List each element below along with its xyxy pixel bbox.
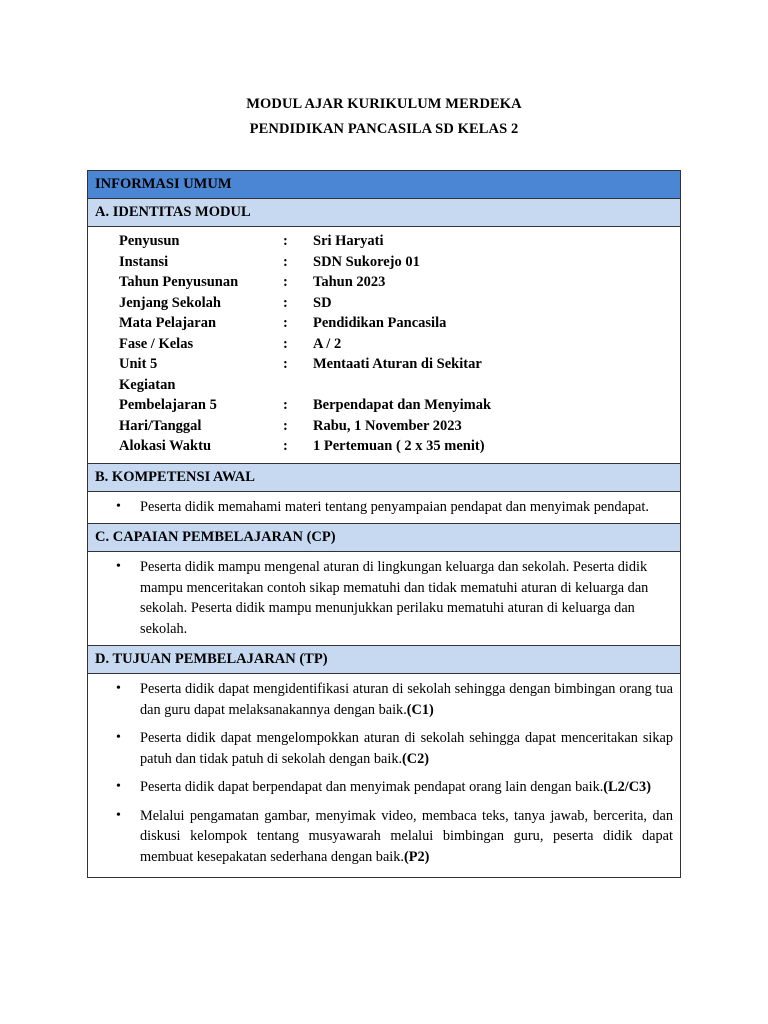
bullet-icon: • [116,779,121,794]
document-title: MODUL AJAR KURIKULUM MERDEKA [246,96,522,112]
identitas-row [88,231,680,252]
bullet-icon: • [116,807,121,823]
list-item [88,777,673,798]
identitas-colon: : [283,294,288,311]
identitas-label: Kegiatan [119,376,176,393]
identitas-block [88,227,681,464]
document-subtitle: PENDIDIKAN PANCASILA SD KELAS 2 [249,121,519,137]
identitas-value: Tahun 2023 [313,274,386,290]
identitas-row [88,395,680,416]
section-header-tujuan-pembelajaran: D. TUJUAN PEMBELAJARAN (TP) [88,646,681,674]
identitas-value: Pendidikan Pancasila [313,315,447,331]
identitas-row [88,416,680,437]
cognitive-level-tag: (L2/C3) [603,779,651,795]
list-item-text: Peserta didik dapat mengelompokkan aturan di sekolah sehingga dapat menceritakan sikap patuh dan tidak patuh di sekolah dengan baik. [140,730,673,767]
list-item [88,557,673,639]
identitas-colon: : [283,417,288,434]
cognitive-level-tag: (C2) [402,750,430,767]
identitas-label: Instansi [119,253,169,270]
identitas-row [88,354,680,375]
identitas-colon: : [283,315,288,331]
cognitive-level-tag: (P2) [403,848,430,865]
identitas-row [88,375,680,396]
list-item-text: Peserta didik memahami materi tentang penyampaian pendapat dan menyimak pendapat. [140,498,649,515]
identitas-label: Alokasi Waktu [119,438,212,454]
bullet-icon: • [116,498,121,514]
kompetensi-list [88,491,681,524]
identitas-rows [88,231,680,457]
tujuan-list [88,674,681,878]
identitas-colon: : [283,356,288,372]
identitas-value: A / 2 [313,335,342,352]
identitas-colon: : [283,438,288,454]
identitas-label: Mata Pelajaran [119,315,217,331]
identitas-row [88,436,680,457]
section-header-informasi-umum: INFORMASI UMUM [88,171,681,199]
identitas-label: Tahun Penyusunan [119,274,239,290]
list-item-text: Melalui pengamatan gambar, menyimak video, membaca teks, tanya jawab, bercerita, dan diskusi kelompok tentang musyawarah melalui bimbingan guru, peserta didik dapat membuat kesepakatan sederhana dengan baik. [140,807,673,865]
identitas-colon: : [283,253,288,270]
bullet-icon: • [116,681,121,696]
module-info-table [87,170,681,878]
identitas-colon [283,375,313,396]
identitas-row [88,334,680,355]
identitas-label: Pembelajaran 5 [119,397,217,413]
cognitive-level-tag: (C1) [406,701,434,718]
identitas-label: Fase / Kelas [119,335,194,352]
capaian-list [88,552,681,646]
identitas-value [313,375,680,396]
section-header-identitas-modul: A. IDENTITAS MODUL [88,199,681,227]
list-item [88,679,673,720]
list-item [88,728,673,769]
identitas-value: 1 Pertemuan ( 2 x 35 menit) [313,438,485,454]
identitas-label: Hari/Tanggal [119,417,202,434]
identitas-label: Unit 5 [119,356,158,372]
list-item-text: Peserta didik dapat berpendapat dan menyimak pendapat orang lain dengan baik. [140,779,604,795]
list-item-text: Peserta didik mampu mengenal aturan di lingkungan keluarga dan sekolah. Peserta didik mampu menceritakan contoh sikap mematuhi dan tidak mematuhi aturan di keluarga dan sekolah. Peserta didik mampu menunjukkan perilaku mematuhi aturan di keluarga dan sekolah. [140,559,649,637]
section-header-kompetensi-awal: B. KOMPETENSI AWAL [88,463,681,491]
identitas-colon: : [283,274,288,290]
identitas-value: Mentaati Aturan di Sekitar [313,356,482,372]
list-item-text: Peserta didik dapat mengidentifikasi aturan di sekolah sehingga dengan bimbingan orang tua dan guru dapat melaksanakannya dengan baik. [140,681,673,718]
section-header-capaian-pembelajaran: C. CAPAIAN PEMBELAJARAN (CP) [88,524,681,552]
identitas-value: Rabu, 1 November 2023 [313,417,462,434]
identitas-colon: : [283,335,288,352]
identitas-row [88,293,680,314]
identitas-row [88,313,680,334]
identitas-value: SD [313,294,332,311]
identitas-row [88,272,680,293]
identitas-label: Jenjang Sekolah [119,294,221,311]
identitas-label: Penyusun [119,233,180,249]
list-item [88,497,673,518]
bullet-icon: • [116,559,121,574]
identitas-value: SDN Sukorejo 01 [313,253,420,270]
identitas-value: Sri Haryati [313,233,384,249]
identitas-value: Berpendapat dan Menyimak [313,397,492,413]
identitas-colon: : [283,397,288,413]
bullet-icon: • [116,730,121,745]
identitas-row [88,252,680,273]
identitas-colon: : [283,233,288,249]
list-item [88,806,673,868]
